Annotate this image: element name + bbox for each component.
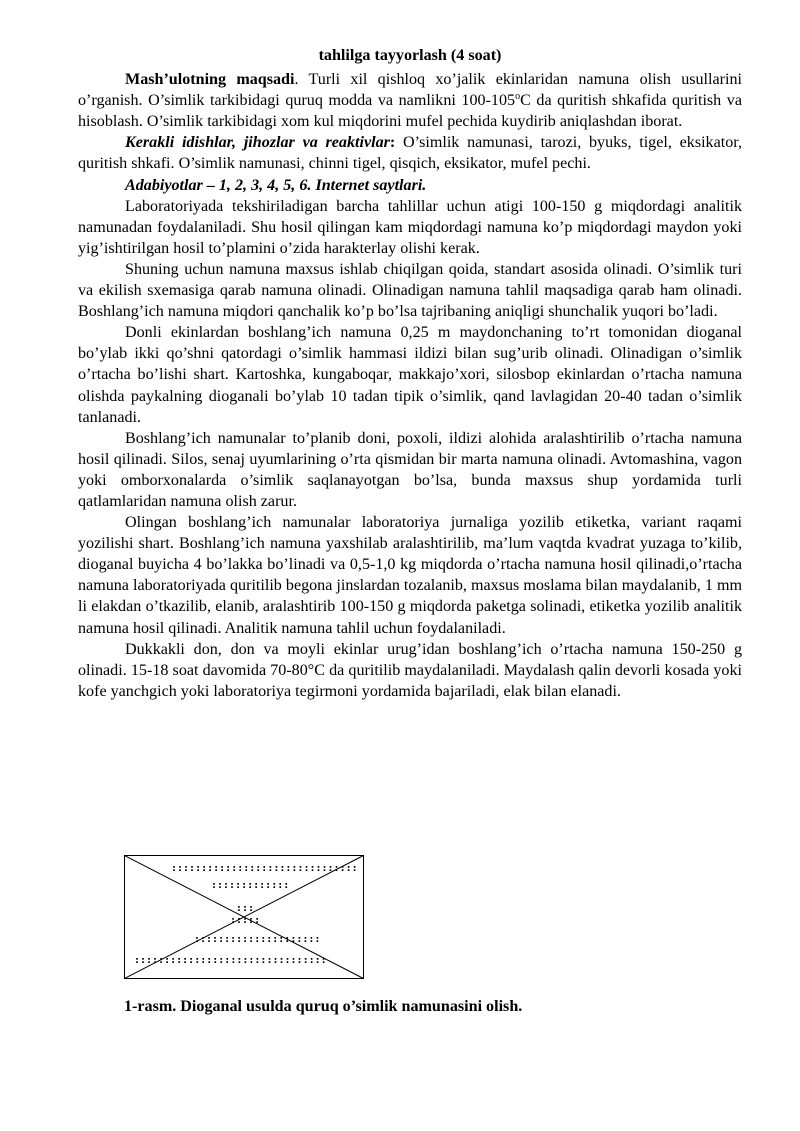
dot-row-4: ::::: <box>230 915 261 926</box>
paragraph-4: Laboratoriyada tekshiriladigan barcha tahlillar uchun atigi 100-150 g miqdordagi analitik namunadan foydalaniladi. Shu hosil qilingan kam miqdordagi namuna ko’p miqdordagi maydon yoki yig’ishtirilgan hosil to’plamini o’zida harakterlay olishi kerak. <box>78 197 742 257</box>
equipment-colon: : <box>389 134 396 152</box>
dot-row-3: ::: <box>236 903 255 914</box>
diagonal-sampling-diagram <box>124 855 364 979</box>
paragraph-equipment <box>78 132 742 174</box>
equipment-label: Kerakli idishlar, jihozlar va reaktivlar <box>125 134 390 152</box>
dot-row-5: ::::::::::::::::::::: <box>194 934 321 945</box>
dot-row-2: ::::::::::::: <box>211 880 290 891</box>
goal-text-a: . Turli xil qishloq xo’jalik ekinlaridan namuna olish usullarini o’rganish. O’simlik tarkibidagi quruq modda va namlikni 100-105 <box>78 71 742 110</box>
equipment-text: O’simlik namunasi, tarozi, byuks, tigel, eksikator, quritish shkafi. O’simlik namunasi, chinni tigel, qisqich, eksikator, mufel pechi. <box>78 134 742 173</box>
goal-label: Mash’ulotning maqsadi <box>125 71 295 89</box>
paragraph-goal <box>78 69 742 132</box>
paragraph-6: Donli ekinlardan boshlang’ich namuna 0,25 m maydonchaning to’rt tomonidan dioganal bo’ylab ikki qo’shni qatordagi o’simlik hammasi ildizi bilan sug’urib olinadi. Olinadigan o’simlik o’rtacha bo’lishi shart. Kartoshka, kungaboqar, makkajo’xori, silosbop ekinlardan o’rtacha namuna olishda paykalning dioganali bo’ylab 10 tadan tipik o’simlik, qand lavlagidan 20-40 tadan o’simlik tanlanadi. <box>78 324 742 426</box>
paragraph-5: Shuning uchun namuna maxsus ishlab chiqilgan qoida, standart asosida olinadi. O’simlik turi va ekilish sxemasiga qarab namuna olinadi. Olinadigan namuna tahlil maqsadiga qarab ham olinadi. Boshlang’ich namuna miqdori qanchalik ko’p bo’lsa tajribaning aniqligi shunchalik yuqori bo’ladi. <box>78 260 742 321</box>
paragraph-9: Dukkakli don, don va moyli ekinlar urug’idan boshlang’ich o’rtacha namuna 150-250 g olinadi. 15-18 soat davomida 70-80°C da quritilib maydalaniladi. Maydalash qalin devorli kosada yoki kofe yanchgich yoki laboratoriya tegirmoni yordamida bajariladi, elak bilan elanadi. <box>78 640 742 700</box>
figure-caption: 1-rasm. Dioganal usulda quruq o’simlik namunasini olish. <box>124 998 523 1015</box>
document-page <box>78 45 742 702</box>
paragraph-8: Olingan boshlang’ich namunalar laboratoriya jurnaliga yozilib etiketka, variant raqami yozilishi shart. Boshlang’ich namuna yaxshilab aralashtirilib, ma’lum vaqtda kvadrat yuzaga to’kilib, dioganal buyicha 4 bo’lakka bo’linadi va 0,5-1,0 kg miqdorda o’rtacha namuna hosil qilinadi,o’rtacha namuna laboratoriyada quritilib begona jinslardan tozalanib, maxsus moslama bilan maydalanib, 1 mm li elakdan o’tkazilib, elanib, aralashtirib 100-150 g miqdorda paketga solinadi, etiketka yozilib analitik namuna hosil qilinadi. Analitik namuna tahlil uchun foydalaniladi. <box>78 514 742 637</box>
paragraph-7: Boshlang’ich namunalar to’planib doni, poxoli, ildizi alohida aralashtirilib o’rtacha namuna hosil qilinadi. Silos, senaj uyumlarining o’rta qismidan bir marta namuna olinadi. Avtomashina, vagon yoki omborxonalarda o’simlik saqlanayotgan bo’lsa, bunda maxsus shup yordamida turli qatlamlaridan namuna olish zarur. <box>78 429 742 510</box>
section-title: tahlilga tayyorlash (4 soat) <box>318 47 502 64</box>
paragraph-literature: Adabiyotlar – 1, 2, 3, 4, 5, 6. Internet saytlari. <box>125 176 427 194</box>
degree-sup: o <box>515 91 521 103</box>
dot-row-1: ::::::::::::::::::::::::::::::: <box>171 863 358 874</box>
goal-text-b: C da quritish shkafida quritish va hisoblash. O’simlik tarkibidagi xom kul miqdorini mufel pechida kuydirib aniqlashdan iborat. <box>78 92 742 131</box>
dot-row-6: :::::::::::::::::::::::::::::::: <box>134 955 327 966</box>
diagonal-sampling-figure <box>124 855 364 979</box>
